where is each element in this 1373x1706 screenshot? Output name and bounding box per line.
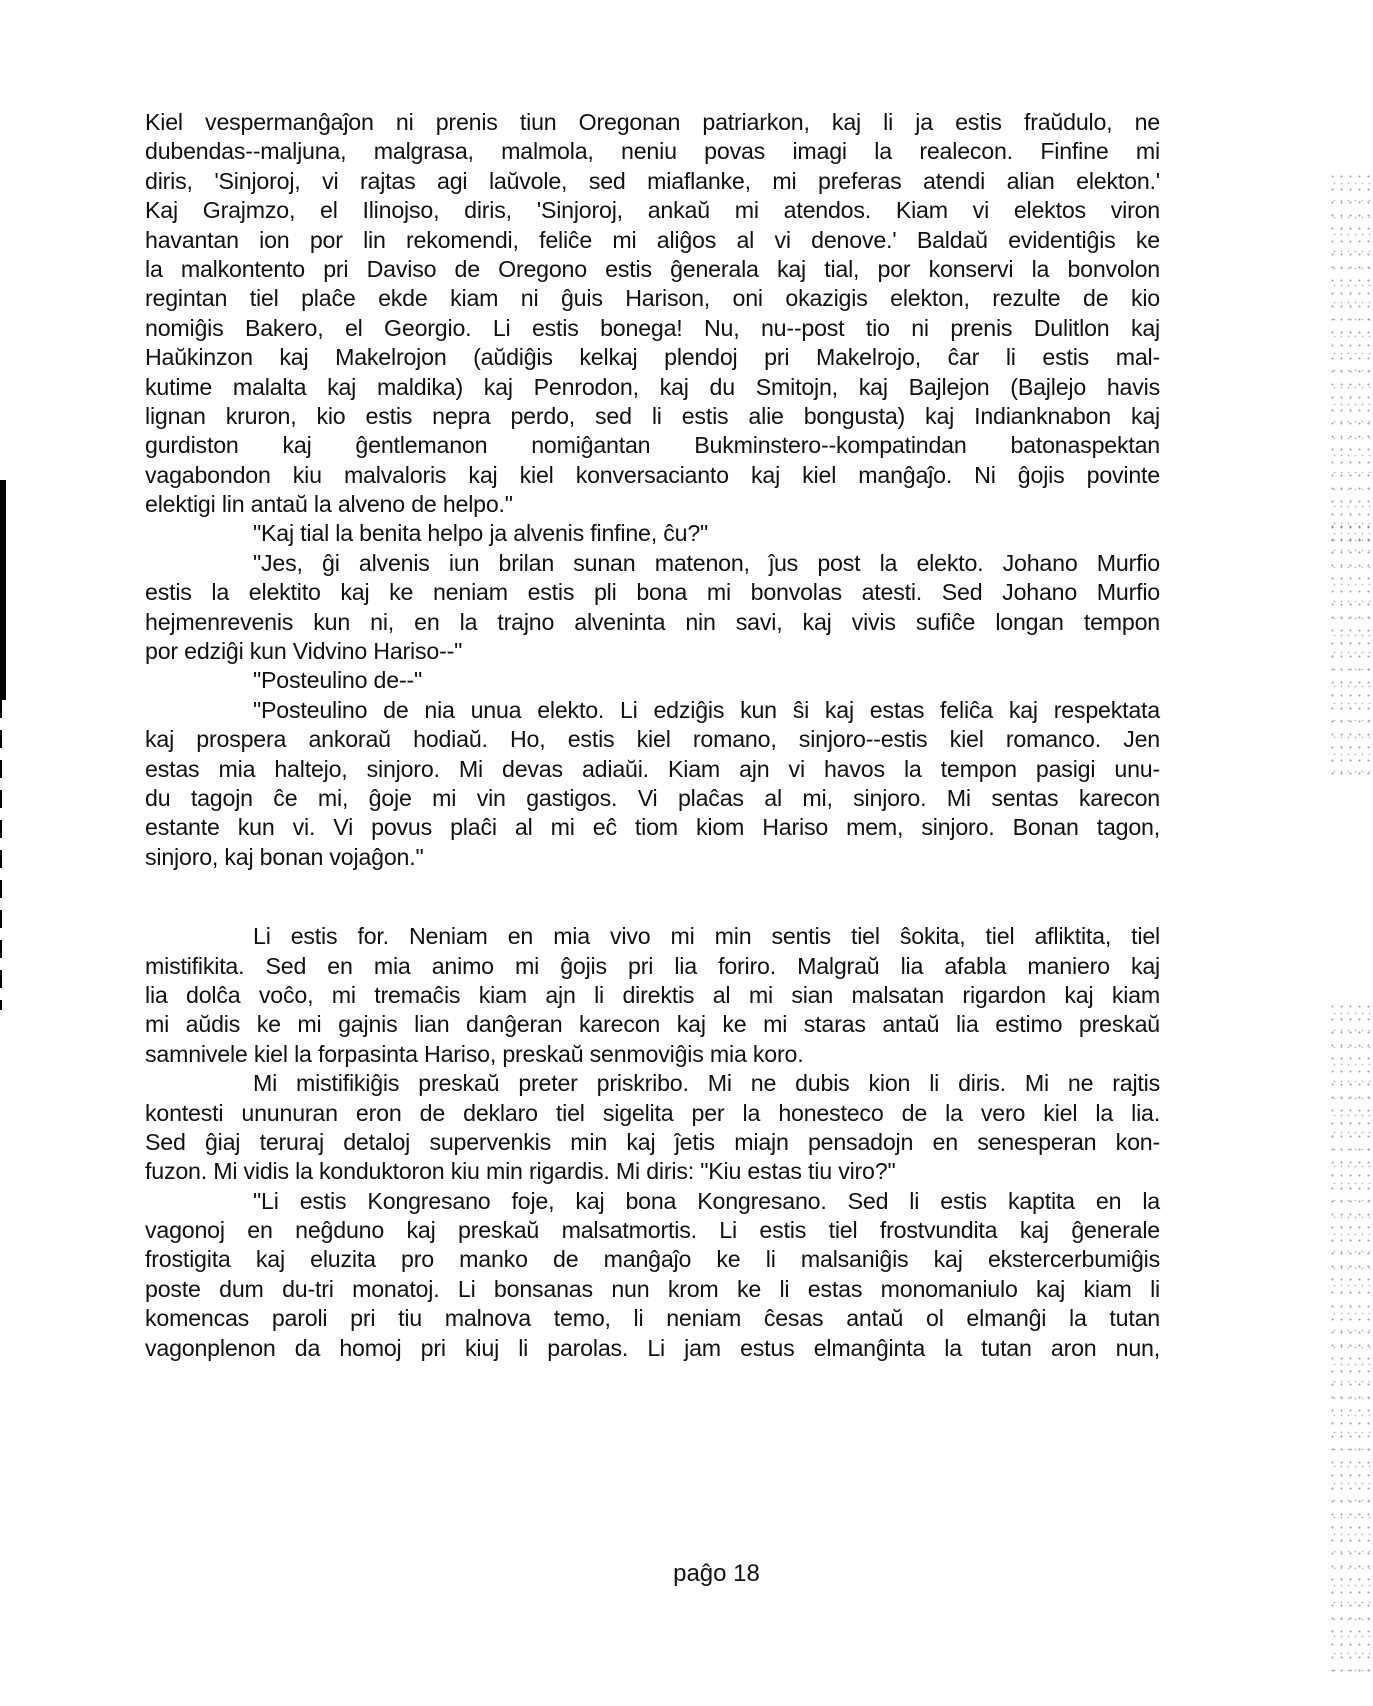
scan-edge-shadow: [0, 700, 2, 1010]
section-break: [145, 872, 1160, 922]
text-line: diris, 'Sinjoroj, vi rajtas agi laŭvole, sed miaflanke, mi preferas atendi alian elekton.': [145, 167, 1160, 194]
text-line: vagonplenon da homoj pri kiuj li parolas. Li jam estus elmanĝinta la tutan aron nun,: [145, 1334, 1160, 1361]
text-line: "Posteulino de--": [253, 667, 423, 694]
scan-edge-shadow: [0, 480, 6, 700]
paragraph: [145, 666, 1160, 695]
text-line: Haŭkinzon kaj Makelrojon (aŭdiĝis kelkaj plendoj pri Makelrojo, ĉar li estis mal-: [145, 344, 1160, 371]
paragraph: [145, 519, 1160, 548]
scan-noise: [1328, 1000, 1373, 1300]
text-line: elektigi lin antaŭ la alveno de helpo.": [145, 491, 513, 518]
paragraph: [145, 1069, 1160, 1187]
text-line: vagabondon kiu malvaloris kaj kiel konversacianto kaj kiel manĝaĵo. Ni ĝojis povinte: [145, 461, 1160, 488]
page-number-label: paĝo 18: [673, 1560, 760, 1587]
text-line: Mi mistifikiĝis preskaŭ preter priskribo. Mi ne dubis kion li diris. Mi ne rajtis: [253, 1070, 1160, 1097]
text-line: Li estis for. Neniam en mia vivo mi min sentis tiel ŝokita, tiel afliktita, tiel: [253, 923, 1160, 950]
text-line: "Posteulino de nia unua elekto. Li edziĝis kun ŝi kaj estas feliĉa kaj respektata: [253, 696, 1160, 723]
text-line: samnivele kiel la forpasinta Hariso, preskaŭ senmoviĝis mia koro.: [145, 1040, 804, 1067]
text-line: estas mia haltejo, sinjoro. Mi devas adiaŭi. Kiam ajn vi havos la tempon pasigi unu-: [145, 755, 1160, 782]
text-line: "Li estis Kongresano foje, kaj bona Kongresano. Sed li estis kaptita en la: [253, 1187, 1160, 1214]
text-line: mistifikita. Sed en mia animo mi ĝojis pri lia foriro. Malgraŭ lia afabla maniero kaj: [145, 952, 1160, 979]
text-line: hejmenrevenis kun ni, en la trajno alveninta nin savi, kaj vivis sufiĉe longan tempon: [145, 608, 1160, 635]
text-line: regintan tiel plaĉe ekde kiam ni ĝuis Harison, oni okazigis elekton, rezulte de kio: [145, 285, 1160, 312]
text-line: vagonoj en neĝduno kaj preskaŭ malsatmortis. Li estis tiel frostvundita kaj ĝenerale: [145, 1217, 1160, 1244]
text-line: estis la elektito kaj ke neniam estis pli bona mi bonvolas atesti. Sed Johano Murfio: [145, 579, 1160, 606]
scan-noise: [1328, 170, 1373, 550]
text-line: fuzon. Mi vidis la konduktoron kiu min rigardis. Mi diris: "Kiu estas tiu viro?": [145, 1158, 896, 1185]
text-line: sinjoro, kaj bonan vojaĝon.": [145, 843, 424, 870]
text-line: havantan ion por lin rekomendi, feliĉe mi aliĝos al vi denove.' Baldaŭ evidentiĝis ke: [145, 226, 1160, 253]
text-line: Sed ĝiaj teruraj detaloj supervenkis min kaj ĵetis miajn pensadojn en senesperan kon-: [145, 1128, 1160, 1155]
body-text: [145, 108, 1160, 1363]
text-line: poste dum du-tri monatoj. Li bonsanas nun krom ke li estas monomaniulo kaj kiam li: [145, 1275, 1160, 1302]
text-line: kaj prospera ankoraŭ hodiaŭ. Ho, estis kiel romano, sinjoro--estis kiel romanco. Jen: [145, 726, 1160, 753]
text-line: lignan kruron, kio estis nepra perdo, sed li estis alie bongusta) kaj Indianknabon kaj: [145, 402, 1160, 429]
scan-noise: [1328, 520, 1373, 780]
scan-noise: [1328, 1300, 1373, 1680]
paragraph: [145, 696, 1160, 872]
page-number: [0, 1560, 1373, 1588]
text-line: por edziĝi kun Vidvino Hariso--": [145, 638, 463, 665]
text-line: kutime malalta kaj maldika) kaj Penrodon, kaj du Smitojn, kaj Bajlejon (Bajlejo havis: [145, 373, 1160, 400]
text-line: lia dolĉa voĉo, mi tremaĉis kiam ajn li direktis al mi sian malsatan rigardon kaj kiam: [145, 981, 1160, 1008]
text-line: kontesti ununuran eron de deklaro tiel sigelita per la honesteco de la vero kiel la lia.: [145, 1099, 1160, 1126]
text-line: Kaj Grajmzo, el Ilinojso, diris, 'Sinjoroj, ankaŭ mi atendos. Kiam vi elektos viron: [145, 197, 1160, 224]
text-line: mi aŭdis ke mi gajnis lian danĝeran karecon kaj ke mi staras antaŭ lia estimo preskaŭ: [145, 1011, 1160, 1038]
text-line: estante kun vi. Vi povus plaĉi al mi eĉ tiom kiom Hariso mem, sinjoro. Bonan tagon,: [145, 814, 1160, 841]
text-line: gurdiston kaj ĝentlemanon nomiĝantan Bukminstero--kompatindan batonaspektan: [145, 432, 1160, 459]
text-line: du tagojn ĉe mi, ĝoje mi vin gastigos. Vi plaĉas al mi, sinjoro. Mi sentas karecon: [145, 784, 1160, 811]
text-line: komencas paroli pri tiu malnova temo, li neniam ĉesas antaŭ ol elmanĝi la tutan: [145, 1305, 1160, 1332]
text-line: la malkontento pri Daviso de Oregono estis ĝenerala kaj tial, por konservi la bonvolon: [145, 255, 1160, 282]
paragraph: [145, 108, 1160, 519]
text-line: Kiel vespermanĝaĵon ni prenis tiun Oregonan patriarkon, kaj li ja estis fraŭdulo, ne: [145, 109, 1160, 135]
text-line: "Kaj tial la benita helpo ja alvenis finfine, ĉu?": [253, 520, 709, 547]
paragraph: [145, 1187, 1160, 1363]
text-line: frostigita kaj eluzita pro manko de manĝaĵo ke li malsaniĝis kaj ekstercerbumiĝis: [145, 1246, 1160, 1273]
paragraph: [145, 549, 1160, 667]
text-line: "Jes, ĝi alvenis iun brilan sunan matenon, ĵus post la elekto. Johano Murfio: [253, 549, 1160, 576]
paragraph: [145, 922, 1160, 1069]
text-line: nomiĝis Bakero, el Georgio. Li estis bonega! Nu, nu--post tio ni prenis Dulitlon kaj: [145, 314, 1160, 341]
text-line: dubendas--maljuna, malgrasa, malmola, neniu povas imagi la realecon. Finfine mi: [145, 138, 1160, 165]
